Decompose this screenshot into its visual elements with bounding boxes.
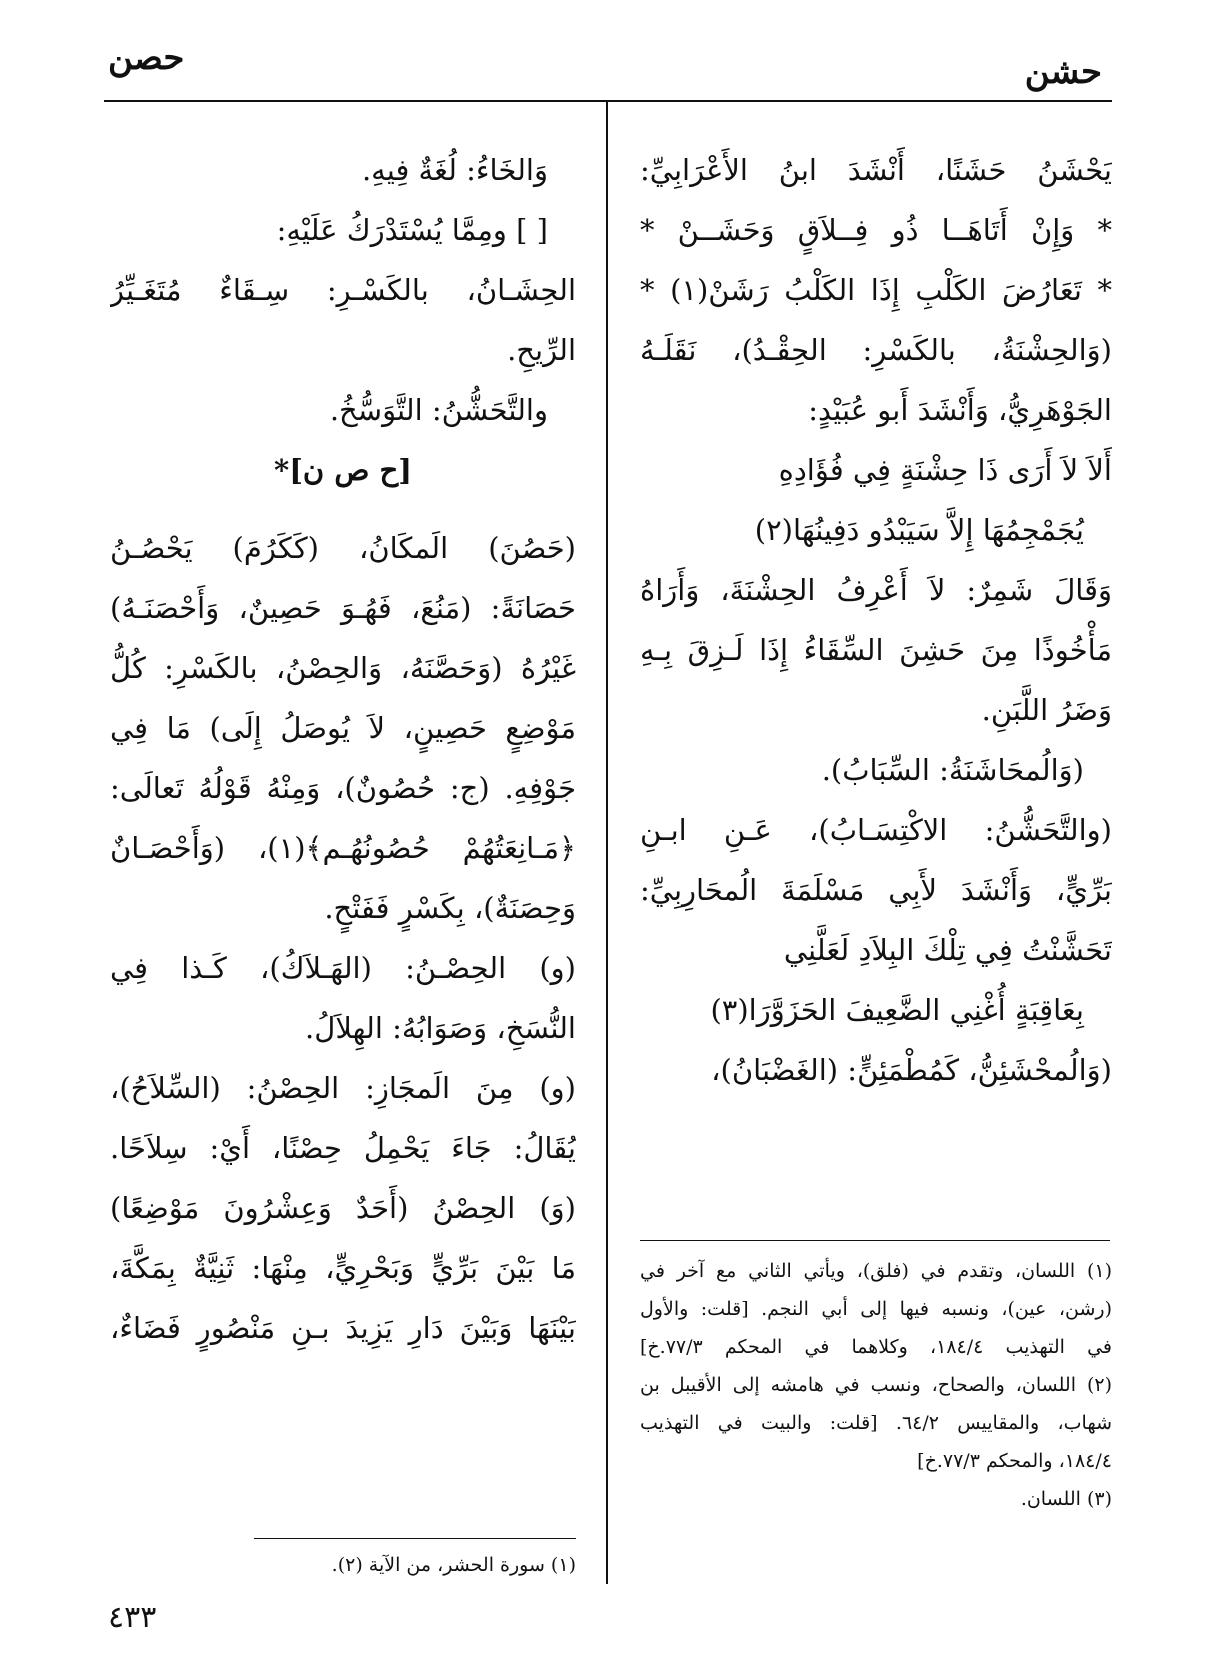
footnotes-left — [254, 1548, 576, 1582]
text-line: (وَالُمحْشَئِنُّ، كَمُطْمَئِنٍّ: (الغَضْبَانُ)، — [711, 1053, 1112, 1087]
text-line: مَا بَيْنَ بَرِّيٍّ وَبَحْرِيٍّ، مِنْهَا: ثَنِيَّةٌ بِمَكَّةَ، — [110, 1251, 576, 1285]
text-line: ﴿مَـانِعَتُهُمْ حُصُونُهُـم﴾(١)، (وَأَحْصَـانٌ — [110, 831, 576, 865]
footnote-line: (٣) اللسان. — [1020, 1488, 1112, 1510]
page-number: ٤٣٣ — [108, 1600, 157, 1635]
text-line: بَرِّيٍّ، وَأَنْشَدَ لأَبِي مَسْلَمَةَ الُمحَارِبِيِّ: — [640, 873, 1112, 907]
text-line: الرِّيحِ. — [507, 333, 576, 367]
verse-line: * وَإِنْ أَتَاهَــا ذُو فِــلاَقٍ وَحَشَــنْ * — [640, 213, 1112, 247]
footnotes-right — [640, 1252, 1112, 1518]
text-line: [ ] ومِمَّا يُسْتَدْرَكُ عَلَيْهِ: — [276, 213, 548, 247]
text-line: جَوْفِهِ. (ج: حُصُونٌ)، وَمِنْهُ قَوْلُهُ تَعالَى: — [110, 771, 576, 805]
footnote-divider-left — [254, 1538, 576, 1539]
text-line: يَحْشَنُ حَشَنًا، أَنْشَدَ ابنُ الأَعْرَابِيِّ: — [640, 153, 1112, 187]
verse-line: أَلاَ لاَ أَرَى ذَا حِشْنَةٍ فِي فُؤَادِهِ — [778, 453, 1112, 487]
text-line: مَأْخُوذًا مِنَ حَشِنَ السِّقَاءُ إِذَا لَـزِقَ بِـهِ — [640, 633, 1112, 667]
text-line: (والتَّحَشُّنُ: الاكْتِسَـابُ)، عَـنِ ابـنِ — [640, 813, 1112, 847]
text-line: مَوْضِعٍ حَصِينٍ، لاَ يُوصَلُ إِلَى) مَا فِي — [110, 711, 576, 745]
text-line: (وَ) الحِصْنُ (أَحَدٌ وَعِشْرُونَ مَوْضِعًا) — [110, 1191, 576, 1225]
footnote-line: في التهذيب ١٨٤/٤، وكلاهما في المحكم ٧٧/٣.خ] — [640, 1336, 1112, 1358]
footnote-divider-right — [640, 1240, 1110, 1241]
text-line: وَالخَاءُ: لُغَةٌ فِيهِ. — [361, 153, 548, 187]
text-line: غَيْرُهُ (وَحَصَّنَهُ، وَالحِصْنُ، بالكَسْرِ: كُلُّ — [110, 651, 576, 685]
header-title-left: حصن — [108, 38, 185, 78]
footnote-line: شهاب، والمقاييس ٦٤/٢. [قلت: والبيت في التهذيب — [640, 1412, 1112, 1434]
verse-line: يُجَمْجِمُهَا إِلاَّ سَيَبْدُو دَفِينُهَا(٢) — [754, 513, 1084, 547]
header-divider — [104, 100, 1112, 102]
text-line: والتَّحَشُّنُ: التَّوَسُّخُ. — [329, 393, 548, 427]
text-line: (و) الحِصْـنُ: (الهَـلاَكُ)، كَـذا فِي — [110, 951, 576, 985]
left-column — [110, 140, 576, 1358]
footnote-line: ١٨٤/٤، والمحكم ٧٧/٣.خ] — [917, 1450, 1112, 1472]
text-line: (وَالُمحَاشَنَةُ: السِّبَابُ). — [821, 753, 1084, 787]
footnote-line: (٢) اللسان، والصحاح، ونسب في هامشه إلى الأقيبل بن — [640, 1374, 1112, 1396]
text-line: الحِشَـانُ، بالكَسْـرِ: سِـقَاءٌ مُتَغَـيِّرُ — [110, 273, 576, 307]
text-line: النُّسَخِ، وَصَوَابُهُ: الهِلاَلُ. — [305, 1011, 576, 1045]
text-line: بَيْنَهَا وَبَيْنَ دَارِ يَزِيدَ بـنِ مَنْصُورٍ فَضَاءٌ، — [110, 1311, 576, 1345]
text-line: (وَالحِشْنَةُ، بالكَسْرِ: الحِقْـدُ)، نَقَلَـهُ — [640, 333, 1112, 367]
text-line: الجَوْهَرِيُّ، وَأَنْشَدَ أَبو عُبَيْدٍ: — [808, 393, 1112, 427]
footnote-line: (١) سورة الحشر، من الآية (٢). — [331, 1554, 576, 1576]
column-divider — [606, 100, 608, 1584]
section-heading: [ح ص ن]* — [274, 453, 412, 487]
text-line: وَضَرُ اللَّبَنِ. — [981, 693, 1112, 727]
verse-line: * تَعَارُضَ الكَلْبِ إِذَا الكَلْبُ رَشَنْ(١) * — [640, 273, 1112, 307]
right-column — [640, 140, 1112, 1100]
text-line: (حَصُنَ) الَمكَانُ، (كَكَرُمَ) يَحْصُـنُ — [110, 531, 576, 565]
verse-line: بِعَاقِبَةٍ أُغْنِي الضَّعِيفَ الحَزَوَّرَا(٣) — [710, 993, 1084, 1027]
footnote-line: (١) اللسان، وتقدم في (فلق)، ويأتي الثاني مع آخر في — [640, 1260, 1112, 1282]
footnote-line: (رشن، عين)، ونسبه فيها إلى أبي النجم. [قلت: والأول — [640, 1298, 1112, 1320]
text-line: حَصَانَةً: (مَنُعَ، فَهُـوَ حَصِينٌ، وَأَحْصَنَـهُ) — [110, 591, 576, 625]
text-line: (و) مِنَ الَمجَازِ: الحِصْنُ: (السِّلاَحُ)، — [110, 1071, 576, 1105]
text-line: وَحِصَنَةٌ)، بِكَسْرٍ فَفَتْحٍ. — [324, 891, 576, 925]
text-line: يُقَالُ: جَاءَ يَحْمِلُ حِصْنًا، أَيْ: سِلاَحًا. — [110, 1131, 576, 1165]
verse-line: تَحَشَّنْتُ فِي تِلْكَ البِلاَدِ لَعَلَّنِي — [783, 933, 1112, 967]
header-title-right: حشن — [1024, 52, 1102, 92]
text-line: وَقَالَ شَمِرٌ: لاَ أَعْرِفُ الحِشْنَةَ، وَأَرَاهُ — [640, 573, 1112, 607]
